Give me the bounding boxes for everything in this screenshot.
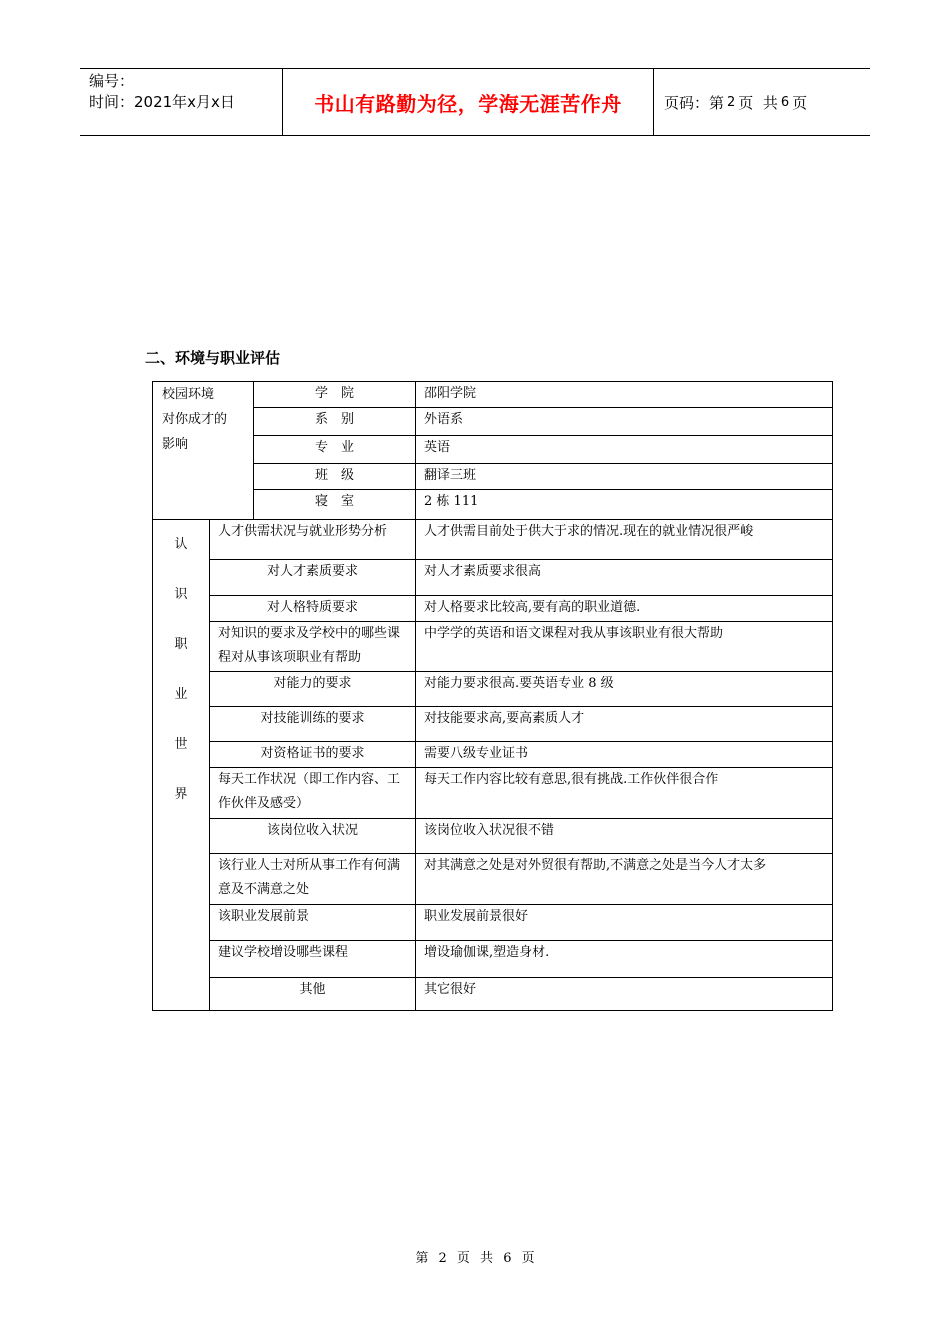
- header-motto: 书山有路勤为径，学海无涯苦作舟: [282, 69, 654, 135]
- career-row-value: 对能力要求很高.要英语专业 8 级: [416, 672, 833, 707]
- career-group-label: [153, 520, 210, 1011]
- table-row: [153, 707, 833, 742]
- campus-row-value: 邵阳学院: [416, 382, 833, 408]
- table-row: [153, 464, 833, 490]
- table-row: [153, 941, 833, 978]
- table-row: [153, 978, 833, 1011]
- career-row-label: 对资格证书的要求: [210, 742, 416, 768]
- header-meta: [80, 69, 282, 135]
- evaluation-table: [152, 381, 833, 1011]
- career-row-label: 对人格特质要求: [210, 596, 416, 622]
- career-row-label: 对知识的要求及学校中的哪些课程对从事该项职业有帮助: [210, 622, 416, 672]
- career-row-label: 对人才素质要求: [210, 560, 416, 596]
- career-row-value: 增设瑜伽课,塑造身材.: [416, 941, 833, 978]
- campus-label-line: 影响: [162, 437, 189, 452]
- career-row-value: 对其满意之处是对外贸很有帮助,不满意之处是当今人才太多: [416, 854, 833, 905]
- page-total: 6: [780, 94, 790, 110]
- career-row-value: 每天工作内容比较有意思,很有挑战.工作伙伴很合作: [416, 768, 833, 819]
- campus-row-label: 专 业: [254, 436, 416, 464]
- career-row-value: 中学学的英语和语文课程对我从事该职业有很大帮助: [416, 622, 833, 672]
- page-header: [80, 68, 870, 136]
- page-suffix: 页: [792, 93, 808, 112]
- career-row-label: 人才供需状况与就业形势分析: [210, 520, 416, 560]
- career-label-char: 业: [174, 687, 188, 702]
- table-row: [153, 672, 833, 707]
- campus-row-label: 寝 室: [254, 490, 416, 520]
- campus-label-line: 校园环境: [162, 387, 215, 402]
- career-label-char: 界: [174, 787, 188, 802]
- career-label-char: 认: [174, 537, 188, 552]
- career-row-value: 人才供需目前处于供大于求的情况.现在的就业情况很严峻: [416, 520, 833, 560]
- campus-row-label: 学 院: [254, 382, 416, 408]
- career-row-value: 对技能要求高,要高素质人才: [416, 707, 833, 742]
- table-row: [153, 490, 833, 520]
- page-footer: 第 2 页 共 6 页: [415, 1251, 535, 1266]
- career-row-value: 需要八级专业证书: [416, 742, 833, 768]
- career-row-label: 每天工作状况（即工作内容、工作伙伴及感受）: [210, 768, 416, 819]
- campus-group-label: [153, 382, 254, 520]
- table-row: [153, 854, 833, 905]
- table-row: [153, 382, 833, 408]
- career-row-value: 职业发展前景很好: [416, 905, 833, 941]
- table-row: [153, 622, 833, 672]
- table-row: [153, 905, 833, 941]
- table-row: [153, 742, 833, 768]
- page-mid: 页 共: [738, 93, 778, 112]
- career-row-label: 其他: [210, 978, 416, 1011]
- section-title: 二、环境与职业评估: [145, 349, 281, 367]
- page-prefix: 页码：第: [664, 93, 725, 112]
- career-row-value: 对人才素质要求很高: [416, 560, 833, 596]
- table-row: [153, 596, 833, 622]
- campus-row-value: 翻译三班: [416, 464, 833, 490]
- career-label-char: 职: [174, 637, 188, 652]
- table-row: [153, 408, 833, 436]
- career-row-label: 对能力的要求: [210, 672, 416, 707]
- time-label: 时间：2021年x月x日: [89, 93, 235, 111]
- campus-row-label: 班 级: [254, 464, 416, 490]
- page-current: 2: [727, 94, 736, 110]
- career-label-char: 识: [174, 587, 188, 602]
- career-row-label: 该岗位收入状况: [210, 819, 416, 854]
- career-row-label: 该职业发展前景: [210, 905, 416, 941]
- career-row-label: 对技能训练的要求: [210, 707, 416, 742]
- campus-row-value: 英语: [416, 436, 833, 464]
- table-row: [153, 520, 833, 560]
- header-page-indicator: [654, 69, 870, 135]
- career-row-value: 该岗位收入状况很不错: [416, 819, 833, 854]
- career-row-value: 对人格要求比较高,要有高的职业道德.: [416, 596, 833, 622]
- table-row: [153, 819, 833, 854]
- career-label-char: 世: [174, 737, 188, 752]
- career-row-value: 其它很好: [416, 978, 833, 1011]
- table-row: [153, 436, 833, 464]
- career-row-label: 该行业人士对所从事工作有何满意及不满意之处: [210, 854, 416, 905]
- campus-row-value: 外语系: [416, 408, 833, 436]
- campus-row-label: 系 别: [254, 408, 416, 436]
- campus-row-value: 2 栋 111: [416, 490, 833, 520]
- table-row: [153, 768, 833, 819]
- career-row-label: 建议学校增设哪些课程: [210, 941, 416, 978]
- campus-label-line: 对你成才的: [162, 412, 228, 427]
- number-label: 编号：: [89, 72, 135, 90]
- table-row: [153, 560, 833, 596]
